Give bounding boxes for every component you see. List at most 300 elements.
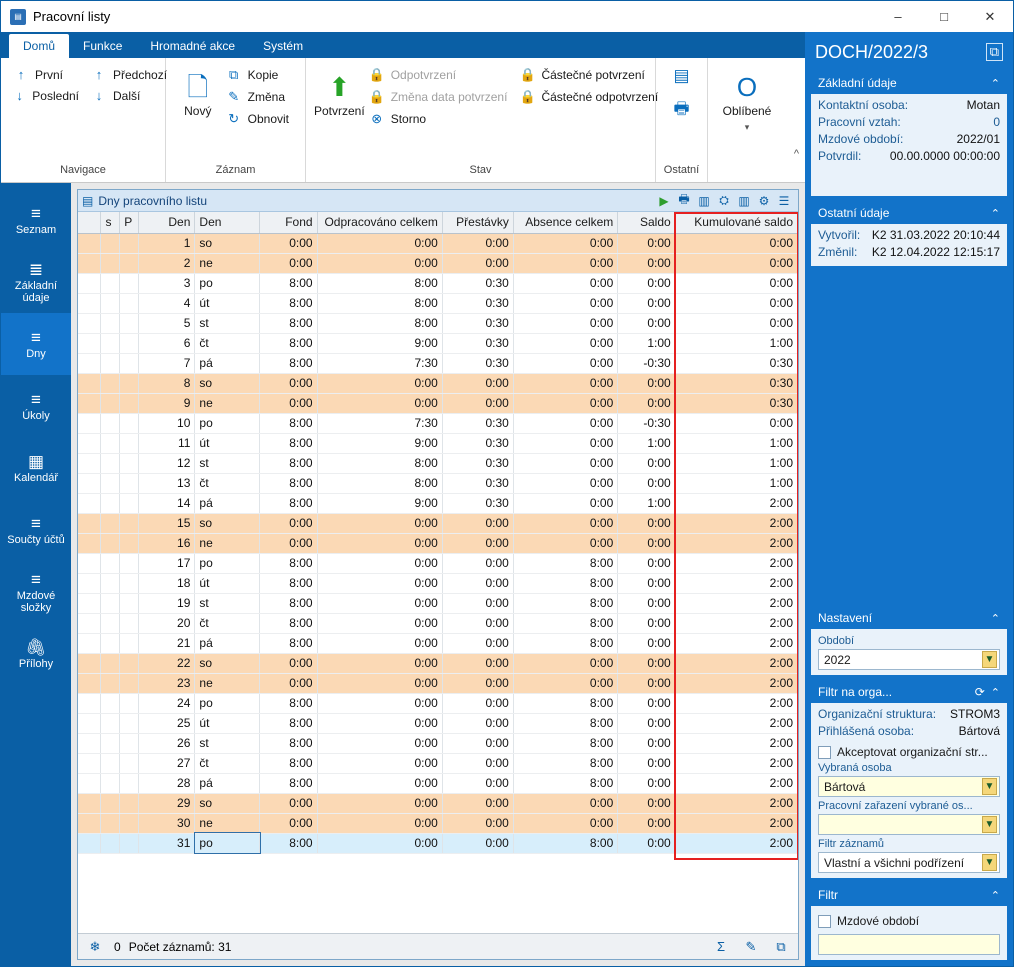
table-row[interactable] xyxy=(78,353,798,373)
table-row[interactable] xyxy=(78,373,798,393)
cell-odpracovano[interactable]: 7:30 xyxy=(317,353,442,373)
cell-indicator[interactable] xyxy=(78,453,101,473)
checkbox-icon[interactable] xyxy=(818,915,831,928)
cell-absence[interactable]: 0:00 xyxy=(513,513,617,533)
col-kumulovane-saldo[interactable]: Kumulované saldo xyxy=(675,212,797,233)
cell-s[interactable] xyxy=(101,653,120,673)
cell-prestavky[interactable]: 0:30 xyxy=(442,453,513,473)
cell-kumulovane-saldo[interactable]: 0:30 xyxy=(675,393,797,413)
cell-prestavky[interactable]: 0:30 xyxy=(442,413,513,433)
cell-kumulovane-saldo[interactable]: 0:30 xyxy=(675,373,797,393)
cell-kumulovane-saldo[interactable]: 2:00 xyxy=(675,533,797,553)
cell-s[interactable] xyxy=(101,273,120,293)
cell-odpracovano[interactable]: 0:00 xyxy=(317,653,442,673)
cell-kumulovane-saldo[interactable]: 2:00 xyxy=(675,833,797,853)
checkbox-akceptovat-org[interactable] xyxy=(818,745,1000,759)
table-row[interactable] xyxy=(78,773,798,793)
button-dalsi[interactable] xyxy=(87,85,175,106)
cell-indicator[interactable] xyxy=(78,313,101,333)
checkbox-icon[interactable] xyxy=(818,746,831,759)
cell-den[interactable]: ne xyxy=(195,253,260,273)
cell-indicator[interactable] xyxy=(78,493,101,513)
cell-s[interactable] xyxy=(101,413,120,433)
cell-fond[interactable]: 0:00 xyxy=(260,673,317,693)
table-row[interactable] xyxy=(78,313,798,333)
cell-s[interactable] xyxy=(101,353,120,373)
cell-odpracovano[interactable]: 0:00 xyxy=(317,833,442,853)
cell-odpracovano[interactable]: 8:00 xyxy=(317,313,442,333)
table-row[interactable] xyxy=(78,473,798,493)
cell-fond[interactable]: 0:00 xyxy=(260,253,317,273)
cell-prestavky[interactable]: 0:30 xyxy=(442,273,513,293)
cell-indicator[interactable] xyxy=(78,233,101,253)
cell-prestavky[interactable]: 0:30 xyxy=(442,293,513,313)
cell-indicator[interactable] xyxy=(78,793,101,813)
cell-s[interactable] xyxy=(101,233,120,253)
cell-den-num[interactable]: 6 xyxy=(139,333,195,353)
cell-den-num[interactable]: 22 xyxy=(139,653,195,673)
cell-s[interactable] xyxy=(101,773,120,793)
table-row[interactable] xyxy=(78,753,798,773)
cell-indicator[interactable] xyxy=(78,693,101,713)
cell-den-num[interactable]: 11 xyxy=(139,433,195,453)
chevron-down-icon[interactable]: ▼ xyxy=(982,816,997,833)
cell-p[interactable] xyxy=(120,673,139,693)
cell-prestavky[interactable]: 0:00 xyxy=(442,573,513,593)
cell-fond[interactable]: 0:00 xyxy=(260,373,317,393)
cell-indicator[interactable] xyxy=(78,573,101,593)
cell-s[interactable] xyxy=(101,393,120,413)
cell-odpracovano[interactable]: 0:00 xyxy=(317,673,442,693)
refresh-icon[interactable]: ⟳ xyxy=(974,685,985,699)
cell-den-num[interactable]: 15 xyxy=(139,513,195,533)
cell-prestavky[interactable]: 0:30 xyxy=(442,333,513,353)
cell-s[interactable] xyxy=(101,833,120,853)
cell-odpracovano[interactable]: 0:00 xyxy=(317,733,442,753)
section-zakladni-udaje-head[interactable] xyxy=(811,72,1007,94)
cell-den-num[interactable]: 4 xyxy=(139,293,195,313)
cell-p[interactable] xyxy=(120,333,139,353)
cell-s[interactable] xyxy=(101,753,120,773)
cell-s[interactable] xyxy=(101,433,120,453)
chevron-up-icon[interactable]: ⌃ xyxy=(990,612,1000,625)
minimize-button[interactable]: – xyxy=(894,9,902,24)
cell-den[interactable]: čt xyxy=(195,753,260,773)
cell-p[interactable] xyxy=(120,633,139,653)
cell-indicator[interactable] xyxy=(78,833,101,853)
cell-p[interactable] xyxy=(120,613,139,633)
cell-fond[interactable]: 8:00 xyxy=(260,753,317,773)
cell-p[interactable] xyxy=(120,693,139,713)
cell-prestavky[interactable]: 0:00 xyxy=(442,753,513,773)
cell-odpracovano[interactable]: 8:00 xyxy=(317,273,442,293)
cell-indicator[interactable] xyxy=(78,533,101,553)
cell-p[interactable] xyxy=(120,793,139,813)
cell-absence[interactable]: 8:00 xyxy=(513,693,617,713)
cell-odpracovano[interactable]: 0:00 xyxy=(317,693,442,713)
cell-kumulovane-saldo[interactable]: 2:00 xyxy=(675,573,797,593)
cell-den[interactable]: út xyxy=(195,433,260,453)
cell-den-num[interactable]: 3 xyxy=(139,273,195,293)
cell-odpracovano[interactable]: 9:00 xyxy=(317,493,442,513)
cell-den-num[interactable]: 5 xyxy=(139,313,195,333)
cell-p[interactable] xyxy=(120,433,139,453)
cell-indicator[interactable] xyxy=(78,253,101,273)
cell-den[interactable]: so xyxy=(195,513,260,533)
cell-s[interactable] xyxy=(101,473,120,493)
cell-saldo[interactable]: 0:00 xyxy=(618,713,675,733)
cell-prestavky[interactable]: 0:30 xyxy=(442,313,513,333)
cell-indicator[interactable] xyxy=(78,553,101,573)
cell-prestavky[interactable]: 0:00 xyxy=(442,793,513,813)
chart-icon[interactable]: ▥ xyxy=(698,193,710,208)
cell-saldo[interactable]: 0:00 xyxy=(618,553,675,573)
cell-kumulovane-saldo[interactable]: 1:00 xyxy=(675,453,797,473)
cell-fond[interactable]: 8:00 xyxy=(260,313,317,333)
cell-kumulovane-saldo[interactable]: 2:00 xyxy=(675,713,797,733)
sidebar-item-ukoly[interactable] xyxy=(1,375,71,437)
cell-indicator[interactable] xyxy=(78,613,101,633)
cell-odpracovano[interactable]: 0:00 xyxy=(317,813,442,833)
cell-absence[interactable]: 0:00 xyxy=(513,433,617,453)
cell-odpracovano[interactable]: 0:00 xyxy=(317,713,442,733)
cell-kumulovane-saldo[interactable]: 2:00 xyxy=(675,753,797,773)
cell-prestavky[interactable]: 0:30 xyxy=(442,433,513,453)
cell-p[interactable] xyxy=(120,233,139,253)
cell-p[interactable] xyxy=(120,453,139,473)
cell-fond[interactable]: 8:00 xyxy=(260,833,317,853)
cell-den-num[interactable]: 8 xyxy=(139,373,195,393)
cell-fond[interactable]: 8:00 xyxy=(260,413,317,433)
cell-prestavky[interactable]: 0:00 xyxy=(442,833,513,853)
cell-fond[interactable]: 8:00 xyxy=(260,333,317,353)
cell-odpracovano[interactable]: 8:00 xyxy=(317,473,442,493)
chevron-down-icon[interactable]: ▼ xyxy=(982,778,997,795)
cell-saldo[interactable]: 0:00 xyxy=(618,633,675,653)
cell-fond[interactable]: 8:00 xyxy=(260,453,317,473)
cell-odpracovano[interactable]: 0:00 xyxy=(317,573,442,593)
cell-fond[interactable]: 8:00 xyxy=(260,573,317,593)
cell-odpracovano[interactable]: 0:00 xyxy=(317,233,442,253)
cell-absence[interactable]: 0:00 xyxy=(513,793,617,813)
cell-saldo[interactable]: 0:00 xyxy=(618,313,675,333)
cell-prestavky[interactable]: 0:30 xyxy=(442,473,513,493)
cell-den[interactable]: so xyxy=(195,793,260,813)
cell-kumulovane-saldo[interactable]: 2:00 xyxy=(675,693,797,713)
cell-den-num[interactable]: 19 xyxy=(139,593,195,613)
cell-p[interactable] xyxy=(120,653,139,673)
cell-prestavky[interactable]: 0:00 xyxy=(442,653,513,673)
cell-p[interactable] xyxy=(120,353,139,373)
button-castecne-potvrzeni[interactable] xyxy=(515,64,666,86)
sidebar-item-mzdove-slozky[interactable] xyxy=(1,561,71,623)
cell-indicator[interactable] xyxy=(78,473,101,493)
cell-absence[interactable]: 0:00 xyxy=(513,533,617,553)
cell-prestavky[interactable]: 0:00 xyxy=(442,253,513,273)
cell-p[interactable] xyxy=(120,513,139,533)
cell-den-num[interactable]: 2 xyxy=(139,253,195,273)
cell-odpracovano[interactable]: 0:00 xyxy=(317,773,442,793)
cell-den[interactable]: po xyxy=(195,833,260,853)
cell-saldo[interactable]: 1:00 xyxy=(618,433,675,453)
cell-s[interactable] xyxy=(101,613,120,633)
cell-s[interactable] xyxy=(101,493,120,513)
filtr-zaznamu-select[interactable] xyxy=(818,852,1000,873)
cell-kumulovane-saldo[interactable]: 2:00 xyxy=(675,493,797,513)
cell-indicator[interactable] xyxy=(78,273,101,293)
checkbox-mzdove-obdobi[interactable] xyxy=(818,914,1000,928)
cell-kumulovane-saldo[interactable]: 0:00 xyxy=(675,313,797,333)
filtr-input[interactable] xyxy=(818,934,1000,955)
cell-saldo[interactable]: 0:00 xyxy=(618,733,675,753)
columns-icon[interactable]: ▥ xyxy=(738,193,750,208)
table-row[interactable] xyxy=(78,493,798,513)
sidebar-item-dny[interactable] xyxy=(1,313,71,375)
cell-prestavky[interactable]: 0:00 xyxy=(442,233,513,253)
cell-s[interactable] xyxy=(101,373,120,393)
cell-odpracovano[interactable]: 0:00 xyxy=(317,553,442,573)
cell-saldo[interactable]: 0:00 xyxy=(618,273,675,293)
table-row[interactable] xyxy=(78,793,798,813)
cell-prestavky[interactable]: 0:00 xyxy=(442,393,513,413)
chevron-up-icon[interactable]: ⌃ xyxy=(990,686,1000,699)
cell-p[interactable] xyxy=(120,593,139,613)
cell-saldo[interactable]: 0:00 xyxy=(618,393,675,413)
table-row[interactable] xyxy=(78,633,798,653)
cell-fond[interactable]: 0:00 xyxy=(260,393,317,413)
cell-absence[interactable]: 0:00 xyxy=(513,813,617,833)
cell-prestavky[interactable]: 0:00 xyxy=(442,533,513,553)
gear-icon[interactable]: ⚙ xyxy=(758,193,770,208)
cell-prestavky[interactable]: 0:00 xyxy=(442,773,513,793)
table-row[interactable] xyxy=(78,333,798,353)
cell-indicator[interactable] xyxy=(78,753,101,773)
cell-absence[interactable]: 8:00 xyxy=(513,593,617,613)
cell-indicator[interactable] xyxy=(78,733,101,753)
button-novy[interactable] xyxy=(174,64,222,164)
cell-saldo[interactable]: 1:00 xyxy=(618,493,675,513)
cell-absence[interactable]: 0:00 xyxy=(513,413,617,433)
table-row[interactable] xyxy=(78,393,798,413)
cell-fond[interactable]: 0:00 xyxy=(260,653,317,673)
cell-p[interactable] xyxy=(120,313,139,333)
cell-kumulovane-saldo[interactable]: 2:00 xyxy=(675,773,797,793)
cell-s[interactable] xyxy=(101,673,120,693)
cell-fond[interactable]: 8:00 xyxy=(260,613,317,633)
cell-kumulovane-saldo[interactable]: 1:00 xyxy=(675,473,797,493)
cell-odpracovano[interactable]: 0:00 xyxy=(317,373,442,393)
print-icon[interactable]: 🖶 xyxy=(678,192,690,206)
cell-prestavky[interactable]: 0:00 xyxy=(442,733,513,753)
button-prvni[interactable] xyxy=(9,64,87,85)
grid-scroll-area[interactable] xyxy=(78,212,798,933)
cell-indicator[interactable] xyxy=(78,353,101,373)
cell-den-num[interactable]: 9 xyxy=(139,393,195,413)
chevron-down-icon[interactable]: ▼ xyxy=(982,651,997,668)
cell-s[interactable] xyxy=(101,713,120,733)
cell-fond[interactable]: 8:00 xyxy=(260,493,317,513)
cell-kumulovane-saldo[interactable]: 0:00 xyxy=(675,293,797,313)
cell-den-num[interactable]: 24 xyxy=(139,693,195,713)
cell-p[interactable] xyxy=(120,733,139,753)
table-row[interactable] xyxy=(78,293,798,313)
cell-saldo[interactable]: -0:30 xyxy=(618,353,675,373)
cell-saldo[interactable]: 0:00 xyxy=(618,753,675,773)
cell-s[interactable] xyxy=(101,573,120,593)
table-row[interactable] xyxy=(78,273,798,293)
cell-indicator[interactable] xyxy=(78,633,101,653)
cell-den[interactable]: út xyxy=(195,713,260,733)
cell-den[interactable]: ne xyxy=(195,393,260,413)
list-icon[interactable]: ☰ xyxy=(778,193,790,208)
button-potvrzeni[interactable] xyxy=(314,64,365,164)
chevron-up-icon[interactable]: ⌃ xyxy=(990,207,1000,220)
table-row[interactable] xyxy=(78,233,798,253)
button-storno[interactable] xyxy=(365,108,516,130)
ribbon-collapse-icon[interactable]: ^ xyxy=(793,148,799,160)
sidebar-item-soucty-uctu[interactable] xyxy=(1,499,71,561)
maximize-button[interactable]: □ xyxy=(940,9,948,24)
cell-den[interactable]: so xyxy=(195,653,260,673)
cell-p[interactable] xyxy=(120,293,139,313)
cell-den-num[interactable]: 31 xyxy=(139,833,195,853)
table-row[interactable] xyxy=(78,453,798,473)
cell-absence[interactable]: 0:00 xyxy=(513,353,617,373)
table-row[interactable] xyxy=(78,733,798,753)
table-row[interactable] xyxy=(78,513,798,533)
cell-den-num[interactable]: 30 xyxy=(139,813,195,833)
cell-prestavky[interactable]: 0:00 xyxy=(442,693,513,713)
cell-prestavky[interactable]: 0:00 xyxy=(442,613,513,633)
table-row[interactable] xyxy=(78,253,798,273)
cell-absence[interactable]: 8:00 xyxy=(513,713,617,733)
cell-fond[interactable]: 0:00 xyxy=(260,813,317,833)
cell-den-num[interactable]: 7 xyxy=(139,353,195,373)
cell-indicator[interactable] xyxy=(78,293,101,313)
cell-prestavky[interactable]: 0:30 xyxy=(442,493,513,513)
cell-kumulovane-saldo[interactable]: 2:00 xyxy=(675,813,797,833)
cell-fond[interactable]: 8:00 xyxy=(260,353,317,373)
cell-fond[interactable]: 8:00 xyxy=(260,773,317,793)
cell-fond[interactable]: 8:00 xyxy=(260,293,317,313)
cell-prestavky[interactable]: 0:30 xyxy=(442,353,513,373)
cell-p[interactable] xyxy=(120,813,139,833)
cell-fond[interactable]: 8:00 xyxy=(260,473,317,493)
cell-prestavky[interactable]: 0:00 xyxy=(442,673,513,693)
cell-den-num[interactable]: 20 xyxy=(139,613,195,633)
cell-absence[interactable]: 0:00 xyxy=(513,453,617,473)
cell-saldo[interactable]: 0:00 xyxy=(618,473,675,493)
cell-saldo[interactable]: 0:00 xyxy=(618,593,675,613)
cell-saldo[interactable]: 0:00 xyxy=(618,453,675,473)
cell-odpracovano[interactable]: 9:00 xyxy=(317,333,442,353)
cell-odpracovano[interactable]: 0:00 xyxy=(317,513,442,533)
button-obnovit[interactable] xyxy=(222,108,297,130)
print-icon[interactable]: 🖶 xyxy=(673,99,690,118)
button-kopie[interactable] xyxy=(222,64,297,86)
cell-den-num[interactable]: 18 xyxy=(139,573,195,593)
cell-absence[interactable]: 8:00 xyxy=(513,833,617,853)
cell-den[interactable]: so xyxy=(195,373,260,393)
cell-den[interactable]: pá xyxy=(195,353,260,373)
cell-fond[interactable]: 8:00 xyxy=(260,733,317,753)
cell-absence[interactable]: 8:00 xyxy=(513,773,617,793)
cell-p[interactable] xyxy=(120,413,139,433)
cell-s[interactable] xyxy=(101,693,120,713)
cell-den[interactable]: po xyxy=(195,553,260,573)
cell-den[interactable]: po xyxy=(195,413,260,433)
cell-den-num[interactable]: 16 xyxy=(139,533,195,553)
cell-den[interactable]: út xyxy=(195,573,260,593)
table-row[interactable] xyxy=(78,573,798,593)
col-den-num[interactable]: Den xyxy=(139,212,195,233)
cell-saldo[interactable]: 0:00 xyxy=(618,693,675,713)
cell-p[interactable] xyxy=(120,553,139,573)
cell-odpracovano[interactable]: 0:00 xyxy=(317,633,442,653)
cell-absence[interactable]: 8:00 xyxy=(513,613,617,633)
cell-indicator[interactable] xyxy=(78,653,101,673)
cell-saldo[interactable]: 0:00 xyxy=(618,373,675,393)
cell-prestavky[interactable]: 0:00 xyxy=(442,593,513,613)
cell-kumulovane-saldo[interactable]: 0:00 xyxy=(675,273,797,293)
chevron-up-icon[interactable]: ⌃ xyxy=(990,889,1000,902)
cell-p[interactable] xyxy=(120,393,139,413)
cell-s[interactable] xyxy=(101,453,120,473)
cell-s[interactable] xyxy=(101,553,120,573)
cell-odpracovano[interactable]: 9:00 xyxy=(317,433,442,453)
section-nastaveni-head[interactable] xyxy=(811,607,1007,629)
table-row[interactable] xyxy=(78,673,798,693)
cell-saldo[interactable]: 0:00 xyxy=(618,513,675,533)
cell-den[interactable]: ne xyxy=(195,533,260,553)
cell-s[interactable] xyxy=(101,293,120,313)
cell-den-num[interactable]: 28 xyxy=(139,773,195,793)
copy-icon[interactable]: ⧉ xyxy=(776,938,786,954)
cell-indicator[interactable] xyxy=(78,813,101,833)
cell-s[interactable] xyxy=(101,733,120,753)
cell-saldo[interactable]: 0:00 xyxy=(618,293,675,313)
table-row[interactable] xyxy=(78,693,798,713)
chevron-down-icon[interactable]: ▾ xyxy=(744,122,750,132)
cell-fond[interactable]: 8:00 xyxy=(260,633,317,653)
cell-odpracovano[interactable]: 0:00 xyxy=(317,253,442,273)
table-row[interactable] xyxy=(78,613,798,633)
cell-den[interactable]: pá xyxy=(195,493,260,513)
cell-absence[interactable]: 8:00 xyxy=(513,633,617,653)
section-filtr-organizace-head[interactable] xyxy=(811,681,1007,703)
cell-prestavky[interactable]: 0:00 xyxy=(442,813,513,833)
cell-s[interactable] xyxy=(101,253,120,273)
cell-absence[interactable]: 8:00 xyxy=(513,753,617,773)
cell-indicator[interactable] xyxy=(78,373,101,393)
cell-indicator[interactable] xyxy=(78,773,101,793)
cell-den[interactable]: čt xyxy=(195,333,260,353)
cell-kumulovane-saldo[interactable]: 2:00 xyxy=(675,553,797,573)
cell-indicator[interactable] xyxy=(78,513,101,533)
cell-saldo[interactable]: 0:00 xyxy=(618,573,675,593)
sidebar-item-seznam[interactable] xyxy=(1,189,71,251)
cell-den[interactable]: pá xyxy=(195,773,260,793)
cell-saldo[interactable]: 0:00 xyxy=(618,773,675,793)
cell-den[interactable]: st xyxy=(195,313,260,333)
popout-icon[interactable]: ⧉ xyxy=(986,43,1003,61)
cell-den[interactable]: po xyxy=(195,693,260,713)
obdobi-select[interactable] xyxy=(818,649,1000,670)
cell-p[interactable] xyxy=(120,833,139,853)
cell-den-num[interactable]: 13 xyxy=(139,473,195,493)
pracovni-zarazeni-select[interactable] xyxy=(818,814,1000,835)
cell-fond[interactable]: 8:00 xyxy=(260,553,317,573)
